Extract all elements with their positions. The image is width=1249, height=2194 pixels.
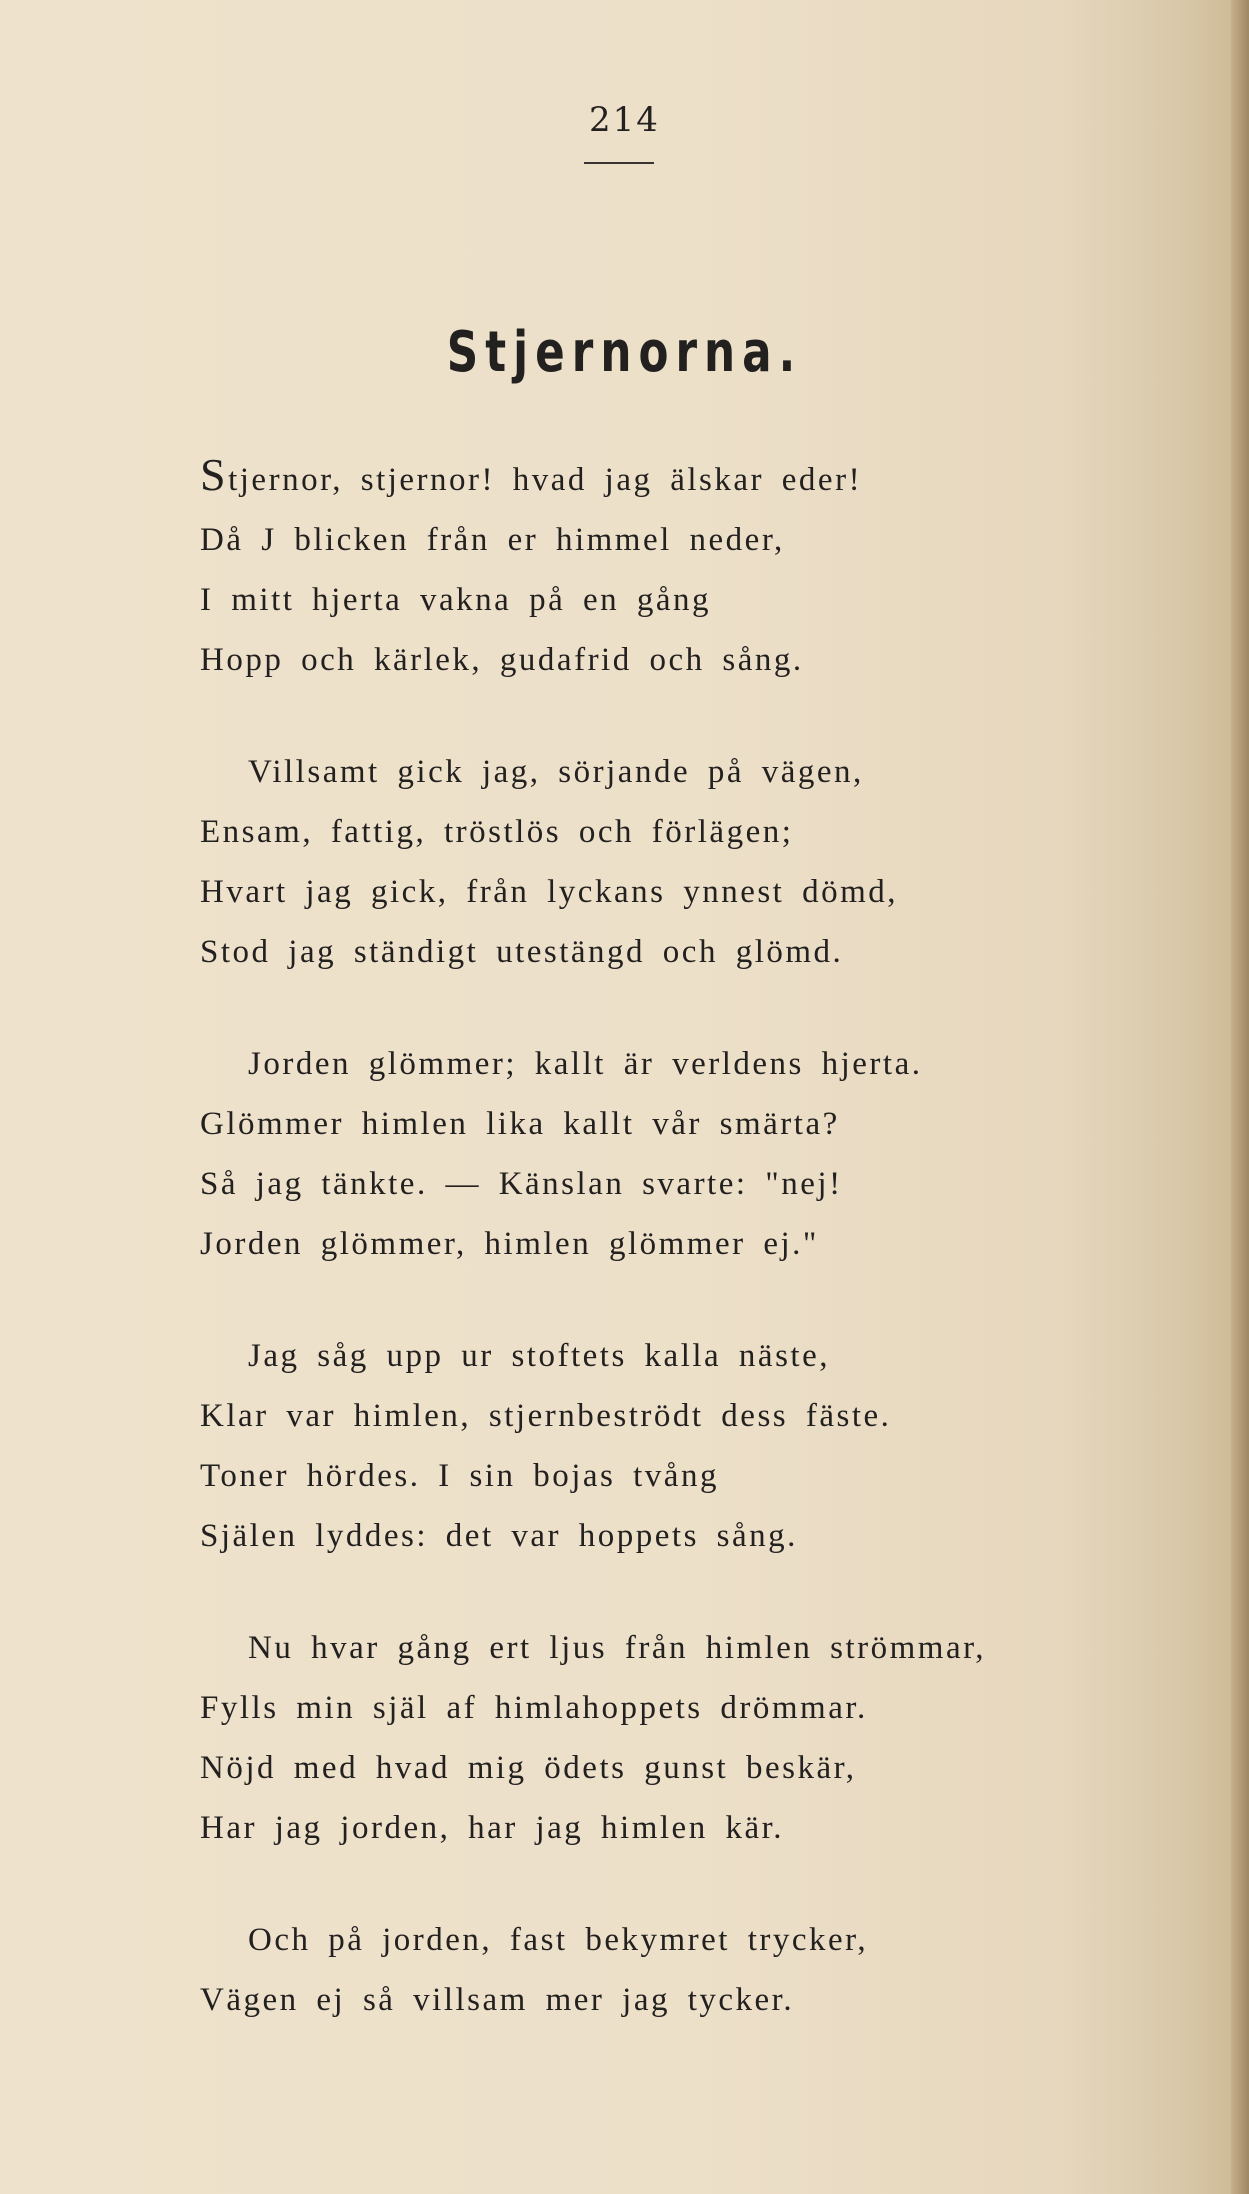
poem-line: Nu hvar gång ert ljus från himlen strömmar, xyxy=(248,1630,987,1666)
poem-line: I mitt hjerta vakna på en gång xyxy=(200,582,712,618)
stanza xyxy=(200,1034,1100,1274)
poem-line: Så jag tänkte. — Känslan svarte: "nej! xyxy=(200,1166,843,1202)
stanza xyxy=(200,1618,1100,1858)
stanza xyxy=(200,450,1100,690)
poem-line: Nöjd med hvad mig ödets gunst beskär, xyxy=(200,1750,857,1786)
poem-line: Vägen ej så villsam mer jag tycker. xyxy=(200,1982,795,2018)
poem-body xyxy=(200,450,1100,2082)
poem-line: Stjernor, stjernor! hvad jag älskar eder! xyxy=(200,449,863,500)
poem-line: Klar var himlen, stjernbeströdt dess fäste. xyxy=(200,1398,892,1434)
poem-line: Stod jag ständigt utestängd och glömd. xyxy=(200,934,844,970)
stanza xyxy=(200,742,1100,982)
page-number: 214 xyxy=(589,100,660,140)
poem-line: Själen lyddes: det var hoppets sång. xyxy=(200,1518,798,1554)
stanza xyxy=(200,1326,1100,1566)
poem-line: Glömmer himlen lika kallt vår smärta? xyxy=(200,1106,840,1142)
poem-line: Jorden glömmer, himlen glömmer ej." xyxy=(200,1226,819,1262)
poem-line: Har jag jorden, har jag himlen kär. xyxy=(200,1810,785,1846)
page-number-rule xyxy=(584,162,654,164)
poem-title: Stjernorna. xyxy=(446,320,803,385)
poem-line: Hvart jag gick, från lyckans ynnest dömd, xyxy=(200,874,899,910)
initial-letter: S xyxy=(200,449,229,500)
poem-line: Ensam, fattig, tröstlös och förlägen; xyxy=(200,814,794,850)
page-gutter-shadow xyxy=(1231,0,1249,2194)
poem-line: Och på jorden, fast bekymret trycker, xyxy=(248,1922,869,1958)
stanza xyxy=(200,1910,1100,2030)
poem-line: Hopp och kärlek, gudafrid och sång. xyxy=(200,642,804,678)
poem-line: Villsamt gick jag, sörjande på vägen, xyxy=(248,754,864,790)
poem-line: Jorden glömmer; kallt är verldens hjerta. xyxy=(248,1046,923,1082)
poem-line: Jag såg upp ur stoftets kalla näste, xyxy=(248,1338,830,1374)
poem-line: Fylls min själ af himlahoppets drömmar. xyxy=(200,1690,868,1726)
poem-line: Toner hördes. I sin bojas tvång xyxy=(200,1458,719,1494)
poem-line: Då J blicken från er himmel neder, xyxy=(200,522,785,558)
